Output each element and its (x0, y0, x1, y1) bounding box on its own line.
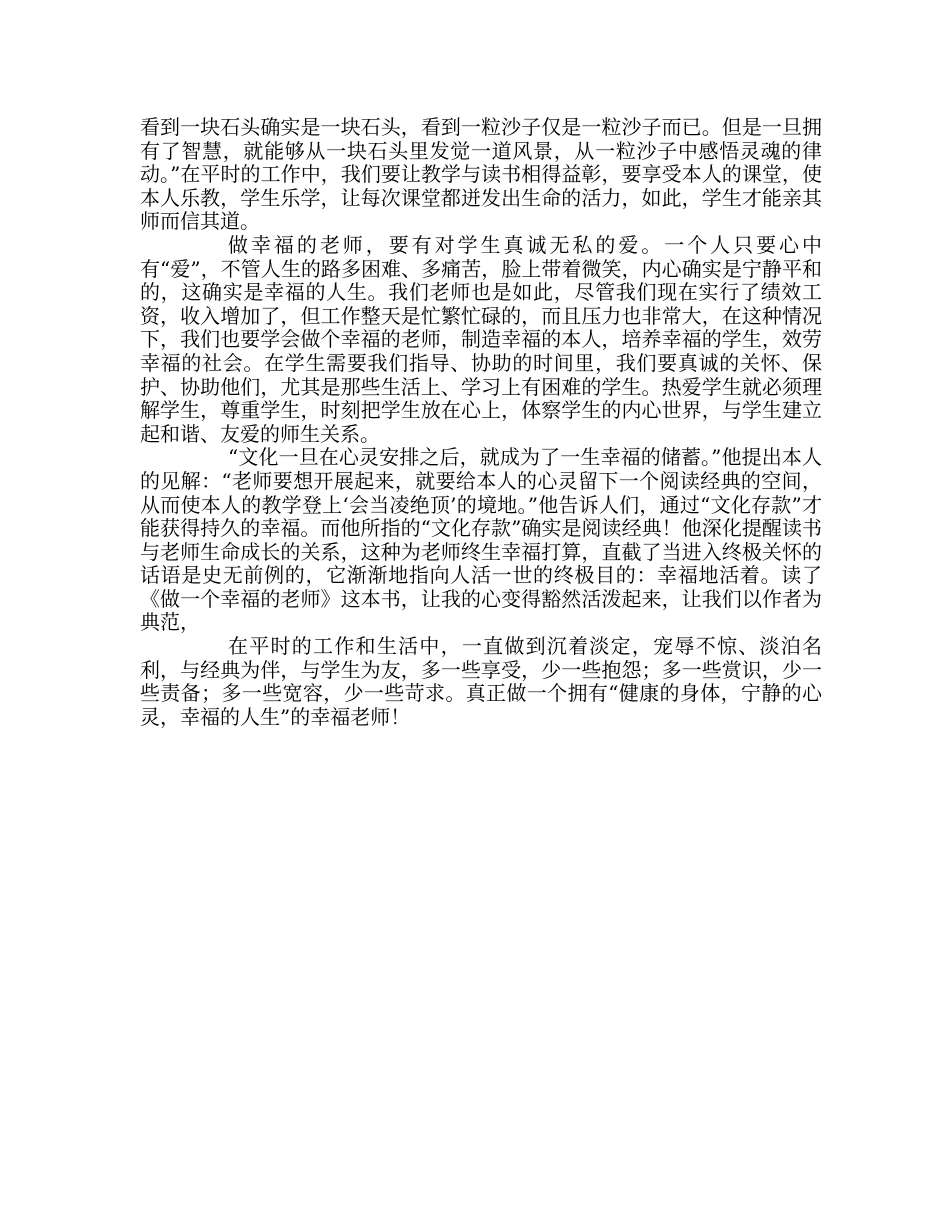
paragraph-3: “文化一旦在心灵安排之后，就成为了一生幸福的储蓄。”他提出本人的见解：“老师要想开展起来，就要给本人的心灵留下一个阅读经典的空间，从而使本人的教学登上‘会当凌绝顶’的境地。”他告诉人们，通过“文化存款”才能获得持久的幸福。而他所指的“文化存款”确实是阅读经典！他深化提醒读书与老师生命成长的关系，这种为老师终生幸福打算，直截了当进入终极关怀的话语是史无前例的，它渐渐地指向人活一世的终极目的：幸福地活着。读了《做一个幸福的老师》这本书，让我的心变得豁然活泼起来，让我们以作者为典范， (140, 445, 822, 635)
paragraph-4: 在平时的工作和生活中，一直做到沉着淡定，宠辱不惊、淡泊名利，与经典为伴，与学生为友，多一些享受，少一些抱怨；多一些赏识，少一些责备；多一些宽容，少一些苛求。真正做一个拥有“健康的身体，宁静的心灵，幸福的人生”的幸福老师！ (140, 634, 822, 729)
paragraph-1: 看到一块石头确实是一块石头，看到一粒沙子仅是一粒沙子而已。但是一旦拥有了智慧，就能够从一块石头里发觉一道风景，从一粒沙子中感悟灵魂的律动。”在平时的工作中，我们要让教学与读书相得益彰，要享受本人的课堂，使本人乐教，学生乐学，让每次课堂都迸发出生命的活力，如此，学生才能亲其师而信其道。 (140, 115, 822, 234)
paragraph-2: 做幸福的老师，要有对学生真诚无私的爱。一个人只要心中有“爱”，不管人生的路多困难、多痛苦，脸上带着微笑，内心确实是宁静平和的，这确实是幸福的人生。我们老师也是如此，尽管我们现在实行了绩效工资，收入增加了，但工作整天是忙繁忙碌的，而且压力也非常大，在这种情况下，我们也要学会做个幸福的老师，制造幸福的本人，培养幸福的学生，效劳幸福的社会。在学生需要我们指导、协助的时间里，我们要真诚的关怀、保护、协助他们，尤其是那些生活上、学习上有困难的学生。热爱学生就必须理解学生，尊重学生，时刻把学生放在心上，体察学生的内心世界，与学生建立起和谐、友爱的师生关系。 (140, 232, 822, 446)
document-body (140, 116, 822, 729)
